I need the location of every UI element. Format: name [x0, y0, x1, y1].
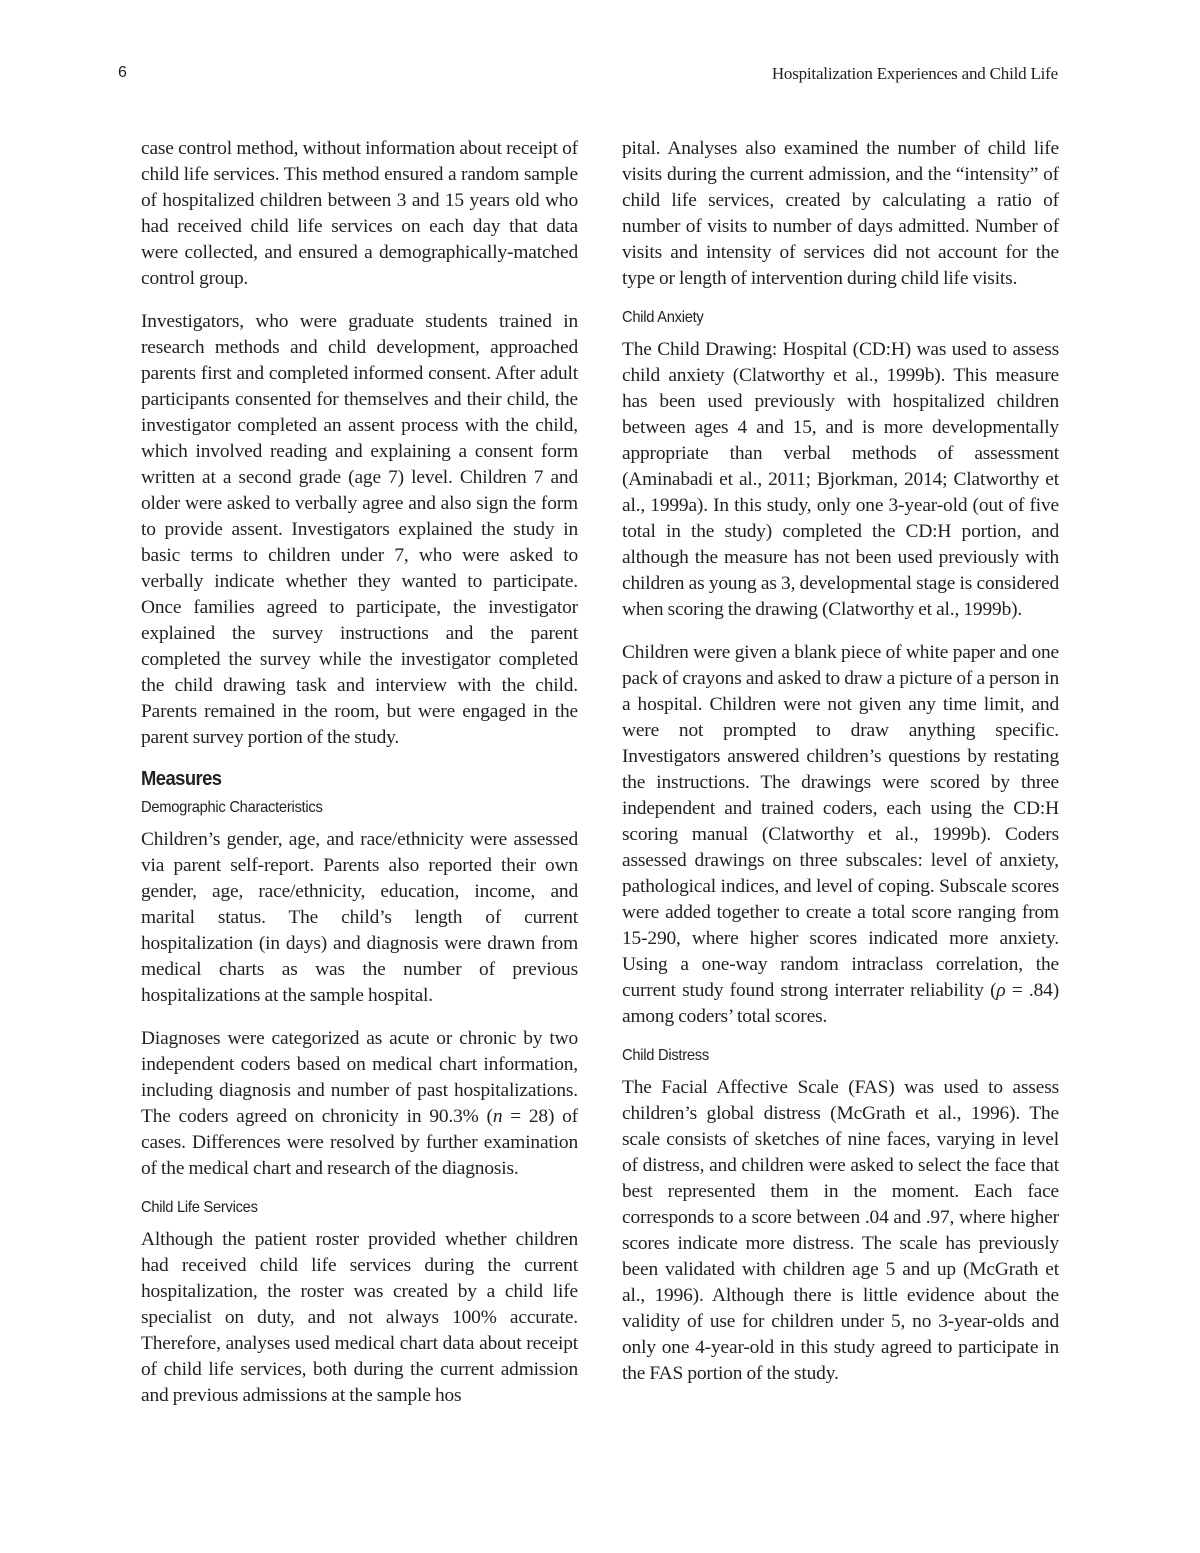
paragraph-text: = 28) of cases. Differences were resolved by further examination of the medical chart and research of the diagnosis.: [141, 1106, 578, 1179]
subsection-heading-anxiety: Child Anxiety: [622, 309, 704, 326]
subsection-heading-child-life: Child Life Services: [141, 1199, 258, 1216]
paragraph-text: Children were given a blank piece of white paper and one pack of crayons and asked to draw a picture of a person in a hospital. Children were not given any time limit, and were not prompted to draw anything specific. Investigators answered children’s questions by restating the instructions. The drawings were scored by three independent and trained coders, each using the CD:H scoring manual (Clatworthy et al., 1999b). Coders assessed drawings on three subscales: level of anxiety, pathological indices, and level of coping. Subscale scores were added together to create a total score ranging from 15-290, where higher scores indicated more anxiety. Using a one-way random intraclass correlation, the current study found strong interrater reliability (: [622, 642, 1059, 1001]
running-head: [118, 64, 1058, 88]
section-heading-measures: Measures: [141, 768, 222, 790]
paragraph: The Child Drawing: Hospital (CD:H) was used to assess child anxiety (Clatworthy et al., 1999b). This measure has been used previously with hospitalized children between ages 4 and 15, and is more developmentally appropriate than verbal methods of assessment (Aminabadi et al., 2011; Bjorkman, 2014; Clatworthy et al., 1999a). In this study, only one 3-year-old (out of five total in the study) completed the CD:H portion, and although the measure has not been used previously with children as young as 3, developmental stage is considered when scoring the drawing (Clatworthy et al., 1999b).: [622, 339, 1059, 620]
page-number: 6: [118, 64, 127, 81]
left-column: [141, 136, 578, 1426]
paragraph: The Facial Affective Scale (FAS) was used to assess children’s global distress (McGrath et al., 1996). The scale consists of sketches of nine faces, varying in level of distress, and children were asked to select the face that best represented them in the moment. Each face corresponds to a score between .04 and .97, where higher scores indicate more distress. The scale has previously been validated with children age 5 and up (McGrath et al., 1996). Although there is little evidence about the validity of use for children under 5, no 3-year-olds and only one 4-year-old in this study agreed to participate in the FAS portion of the study.: [622, 1077, 1059, 1384]
subsection-heading-distress: Child Distress: [622, 1047, 709, 1064]
right-column: [622, 136, 1059, 1404]
paragraph: Investigators, who were graduate students trained in research methods and child development, approached parents first and completed informed consent. After adult participants consented for themselves and their child, the investigator completed an assent process with the child, which involved reading and explaining a consent form written at a second grade (age 7) level. Children 7 and older were asked to verbally agree and also sign the form to provide assent. Investigators explained the study in basic terms to children under 7, who were asked to verbally indicate whether they wanted to participate. Once families agreed to participate, the investigator explained the survey instructions and the parent completed the survey while the investigator completed the child drawing task and interview with the child. Parents remained in the room, but were engaged in the parent survey portion of the study.: [141, 311, 578, 748]
paragraph: [141, 1026, 578, 1182]
subsection-heading-demographics: Demographic Characteristics: [141, 799, 323, 816]
paragraph-text: Diagnoses were categorized as acute or chronic by two independent coders based on medical chart information, including diagnosis and number of past hospitalizations. The coders agreed on chronicity in 90.3% (: [141, 1028, 578, 1127]
running-title: Hospitalization Experiences and Child Life: [771, 64, 1058, 83]
sample-size-symbol: n: [492, 1106, 503, 1127]
paragraph-text: = .84) among coders’ total scores.: [622, 980, 1059, 1027]
paragraph: Although the patient roster provided whether children had received child life services during the current hospitalization, the roster was created by a child life specialist on duty, and not always 100% accurate. Therefore, analyses used medical chart data about receipt of child life services, both during the current admission and previous admissions at the sample hos: [141, 1229, 578, 1406]
paragraph: [622, 640, 1059, 1030]
rho-symbol: ρ: [996, 980, 1006, 1001]
paragraph: Children’s gender, age, and race/ethnicity were assessed via parent self-report. Parents also reported their own gender, age, race/ethnicity, education, income, and marital status. The child’s length of current hospitalization (in days) and diagnosis were drawn from medical charts as was the number of previous hospitalizations at the sample hospital.: [141, 829, 578, 1006]
paragraph: pital. Analyses also examined the number of child life visits during the current admission, and the “intensity” of child life services, created by calculating a ratio of number of visits to number of days admitted. Number of visits and intensity of services did not account for the type or length of intervention during child life visits.: [622, 138, 1059, 289]
paragraph: case control method, without information about receipt of child life services. This method ensured a random sample of hospitalized children between 3 and 15 years old who had received child life services on each day that data were collected, and ensured a demographically-matched control group.: [141, 138, 578, 289]
